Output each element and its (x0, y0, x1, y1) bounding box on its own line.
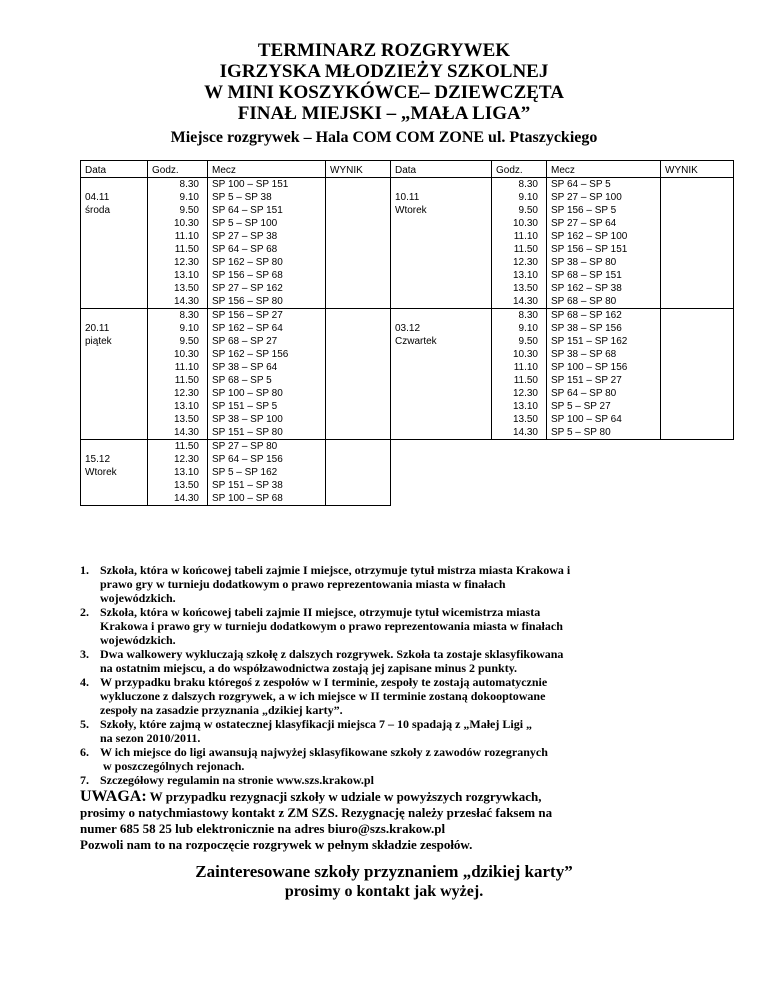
rule-item (80, 563, 740, 605)
time-value: 13.10 (173, 401, 199, 412)
match-value: SP 38 – SP 156 (551, 323, 622, 334)
time-value: 12.30 (173, 454, 199, 465)
rule-line: w poszczególnych rejonach. (100, 759, 245, 773)
time-value: 8.30 (518, 310, 538, 321)
time-value: 12.30 (512, 388, 538, 399)
date-cell (391, 309, 492, 440)
match-value: SP 162 – SP 100 (551, 231, 628, 242)
match-value: SP 68 – SP 162 (551, 310, 622, 321)
match-value: SP 68 – SP 80 (551, 296, 617, 307)
match-value: SP 68 – SP 27 (212, 336, 278, 347)
time-value: 13.10 (512, 401, 538, 412)
closing-note (0, 862, 768, 902)
header-time-left: Godz. (148, 161, 208, 178)
time-value: 10.30 (512, 349, 538, 360)
match-value: SP 68 – SP 5 (212, 375, 272, 386)
time-value: 13.50 (173, 283, 199, 294)
time-value: 8.30 (518, 179, 538, 190)
match-cell (547, 178, 661, 309)
time-value: 10.30 (173, 349, 199, 360)
time-value: 14.30 (173, 427, 199, 438)
result-cell (661, 178, 734, 309)
title-line-3: W MINI KOSZYKÓWCE– DZIEWCZĘTA (204, 82, 564, 103)
notice-line: prosimy o natychmiastowy kontakt z ZM SZS. Rezygnację należy przesłać faksem na (80, 805, 553, 820)
time-value: 10.30 (173, 218, 199, 229)
time-value: 10.30 (512, 218, 538, 229)
time-value: 11.10 (513, 362, 538, 373)
empty-cell (391, 440, 492, 506)
time-value: 13.50 (512, 414, 538, 425)
match-value: SP 38 – SP 68 (551, 349, 617, 360)
rule-line: wojewódzkich. (100, 633, 176, 647)
match-value: SP 100 – SP 64 (551, 414, 622, 425)
venue-subtitle: Miejsce rozgrywek – Hala COM COM ZONE ul. Ptaszyckiego (170, 129, 598, 146)
match-value: SP 156 – SP 151 (551, 244, 628, 255)
closing-line-1: Zainteresowane szkoły przyznaniem „dzikiej karty” (195, 862, 573, 881)
time-value: 11.10 (174, 231, 199, 242)
match-value: SP 27 – SP 64 (551, 218, 617, 229)
schedule-table (80, 160, 734, 506)
match-value: SP 64 – SP 5 (551, 179, 611, 190)
match-value: SP 27 – SP 38 (212, 231, 278, 242)
rule-number: 3. (80, 647, 89, 661)
match-value: SP 162 – SP 38 (551, 283, 622, 294)
title-line-2: IGRZYSKA MŁODZIEŻY SZKOLNEJ (219, 61, 549, 82)
time-cell (148, 178, 208, 309)
time-value: 12.30 (173, 257, 199, 268)
match-value: SP 151 – SP 162 (551, 336, 628, 347)
date-value: 10.11 (395, 192, 420, 203)
time-value: 11.50 (174, 441, 199, 452)
rule-line: Szczegółowy regulamin na stronie www.szs.krakow.pl (100, 773, 374, 787)
time-value: 9.10 (179, 323, 199, 334)
match-value: SP 64 – SP 156 (212, 454, 283, 465)
time-value: 9.10 (518, 192, 538, 203)
match-value: SP 162 – SP 156 (212, 349, 289, 360)
rule-item (80, 605, 740, 647)
date-value: 04.11 (85, 192, 110, 203)
rule-text (100, 675, 740, 717)
rule-text (100, 717, 740, 745)
match-value: SP 38 – SP 80 (551, 257, 617, 268)
rule-line: na ostatnim miejscu, a do współzawodnictwa zostają jej zapisane minus 2 punkty. (100, 661, 518, 675)
time-value: 13.50 (173, 480, 199, 491)
match-value: SP 27 – SP 80 (212, 441, 278, 452)
rules-list (80, 563, 740, 787)
empty-cell (547, 440, 661, 506)
notice-first-line (80, 789, 740, 805)
rule-line: Dwa walkowery wykluczają szkołę z dalszych rozgrywek. Szkoła ta zostaje sklasyfikowana (100, 647, 564, 661)
date-value: 15.12 (85, 454, 111, 465)
match-value: SP 27 – SP 162 (212, 283, 283, 294)
rule-number: 5. (80, 717, 89, 731)
time-value: 9.50 (518, 336, 538, 347)
match-value: SP 156 – SP 80 (212, 296, 283, 307)
notice-first-text: W przypadku rezygnacji szkoły w udziale w powyższych rozgrywkach, (146, 789, 542, 804)
header-date-left: Data (81, 161, 148, 178)
time-value: 9.50 (179, 205, 199, 216)
time-cell (492, 178, 547, 309)
match-value: SP 151 – SP 38 (212, 480, 283, 491)
rule-line: na sezon 2010/2011. (100, 731, 201, 745)
match-value: SP 68 – SP 151 (551, 270, 622, 281)
rule-line: prawo gry w turnieju dodatkowym o prawo reprezentowania miasta w finałach (100, 577, 506, 591)
empty-cell (492, 440, 547, 506)
time-cell (148, 440, 208, 506)
match-value: SP 162 – SP 64 (212, 323, 283, 334)
match-value: SP 5 – SP 100 (212, 218, 278, 229)
date-cell (81, 440, 148, 506)
rule-number: 4. (80, 675, 89, 689)
time-value: 9.10 (518, 323, 538, 334)
match-cell (208, 178, 326, 309)
rules-section (80, 563, 740, 853)
rule-item (80, 647, 740, 675)
rule-number: 6. (80, 745, 89, 759)
header-date-right: Data (391, 161, 492, 178)
rule-item (80, 773, 740, 787)
notice-block (80, 789, 740, 853)
match-value: SP 100 – SP 68 (212, 493, 283, 504)
rule-item (80, 675, 740, 717)
result-cell (326, 309, 391, 440)
match-value: SP 27 – SP 100 (551, 192, 622, 203)
rule-item (80, 745, 740, 773)
match-value: SP 38 – SP 100 (212, 414, 283, 425)
match-value: SP 5 – SP 80 (551, 427, 611, 438)
time-value: 14.30 (173, 296, 199, 307)
schedule-block-row (81, 178, 734, 309)
weekday-value: Czwartek (395, 336, 437, 347)
notice-line: numer 685 58 25 lub elektronicznie na adres biuro@szs.krakow.pl (80, 821, 446, 836)
match-value: SP 64 – SP 151 (212, 205, 283, 216)
time-value: 11.50 (513, 375, 538, 386)
header-time-right: Godz. (492, 161, 547, 178)
match-value: SP 5 – SP 38 (212, 192, 272, 203)
rule-text (100, 563, 740, 605)
rule-text (100, 745, 740, 773)
rule-line: zespoły na zasadzie przyznania „dzikiej karty”. (100, 703, 343, 717)
rule-number: 1. (80, 563, 89, 577)
date-value: 20.11 (85, 323, 110, 334)
weekday-value: Wtorek (85, 467, 117, 478)
time-value: 8.30 (179, 179, 199, 190)
time-value: 14.30 (512, 427, 538, 438)
match-value: SP 100 – SP 80 (212, 388, 283, 399)
match-value: SP 38 – SP 64 (212, 362, 278, 373)
result-cell (661, 309, 734, 440)
header-row (81, 161, 734, 178)
rule-line: Szkoła, która w końcowej tabeli zajmie II miejsce, otrzymuje tytuł wicemistrza miasta (100, 605, 541, 619)
rule-line: wykluczone z dalszych rozgrywek, a w ich miejsce w II terminie zostaną dokooptowane (100, 689, 546, 703)
match-value: SP 100 – SP 156 (551, 362, 628, 373)
time-value: 12.30 (173, 388, 199, 399)
time-value: 12.30 (512, 257, 538, 268)
match-value: SP 162 – SP 80 (212, 257, 283, 268)
time-value: 13.50 (173, 414, 199, 425)
match-value: SP 151 – SP 27 (551, 375, 622, 386)
time-value: 11.50 (174, 244, 199, 255)
result-cell (326, 440, 391, 506)
match-value: SP 5 – SP 162 (212, 467, 278, 478)
empty-cell (661, 440, 734, 506)
result-cell (326, 178, 391, 309)
time-value: 13.10 (173, 467, 199, 478)
time-value: 13.50 (512, 283, 538, 294)
closing-line-2: prosimy o kontakt jak wyżej. (284, 883, 484, 900)
match-value: SP 64 – SP 68 (212, 244, 278, 255)
time-value: 11.10 (174, 362, 199, 373)
time-value: 14.30 (512, 296, 538, 307)
time-value: 9.10 (179, 192, 199, 203)
match-cell (547, 309, 661, 440)
header-match-left: Mecz (208, 161, 326, 178)
document-header (0, 40, 768, 148)
weekday-value: środa (85, 205, 111, 216)
time-cell (492, 309, 547, 440)
time-value: 9.50 (179, 336, 199, 347)
rule-text (100, 605, 740, 647)
match-value: SP 5 – SP 27 (551, 401, 611, 412)
notice-line: Pozwoli nam to na rozpoczęcie rozgrywek w pełnym składzie zespołów. (80, 837, 473, 852)
header-result-left: WYNIK (326, 161, 391, 178)
schedule-block-row (81, 440, 734, 506)
time-value: 11.50 (513, 244, 538, 255)
rule-text (100, 773, 740, 787)
rule-line: Krakowa i prawo gry w turnieju dodatkowym o prawo reprezentowania miasta w finałach (100, 619, 563, 633)
title-line-1: TERMINARZ ROZGRYWEK (257, 40, 511, 61)
time-cell (148, 309, 208, 440)
match-value: SP 151 – SP 80 (212, 427, 283, 438)
date-cell (81, 309, 148, 440)
title-line-4: FINAŁ MIEJSKI – „MAŁA LIGA” (237, 103, 531, 124)
header-match-right: Mecz (547, 161, 661, 178)
match-cell (208, 440, 326, 506)
weekday-value: Wtorek (395, 205, 427, 216)
time-value: 13.10 (512, 270, 538, 281)
rule-text (100, 647, 740, 675)
rule-line: Szkoły, które zajmą w ostatecznej klasyfikacji miejsca 7 – 10 spadają z „Małej Ligi „ (100, 717, 533, 731)
match-value: SP 100 – SP 151 (212, 179, 289, 190)
notice-label: UWAGA: (80, 788, 147, 805)
rule-line: Szkoła, która w końcowej tabeli zajmie I miejsce, otrzymuje tytuł mistrza miasta Krakowa i (100, 563, 571, 577)
schedule-block-row (81, 309, 734, 440)
weekday-value: piątek (85, 336, 112, 347)
time-value: 14.30 (173, 493, 199, 504)
match-cell (208, 309, 326, 440)
match-value: SP 64 – SP 80 (551, 388, 617, 399)
date-value: 03.12 (395, 323, 421, 334)
time-value: 9.50 (518, 205, 538, 216)
rule-line: W przypadku braku któregoś z zespołów w I terminie, zespoły te zostają automatycznie (100, 675, 548, 689)
match-value: SP 156 – SP 27 (212, 310, 283, 321)
rule-line: wojewódzkich. (100, 591, 176, 605)
time-value: 8.30 (179, 310, 199, 321)
time-value: 11.50 (174, 375, 199, 386)
time-value: 13.10 (173, 270, 199, 281)
match-value: SP 151 – SP 5 (212, 401, 278, 412)
match-value: SP 156 – SP 5 (551, 205, 617, 216)
rule-number: 2. (80, 605, 89, 619)
match-value: SP 156 – SP 68 (212, 270, 283, 281)
date-cell (391, 178, 492, 309)
date-cell (81, 178, 148, 309)
rule-line: W ich miejsce do ligi awansują najwyżej sklasyfikowane szkoły z zawodów rozegranych (100, 745, 548, 759)
rule-number: 7. (80, 773, 89, 787)
rule-item (80, 717, 740, 745)
header-result-right: WYNIK (661, 161, 734, 178)
time-value: 11.10 (513, 231, 538, 242)
